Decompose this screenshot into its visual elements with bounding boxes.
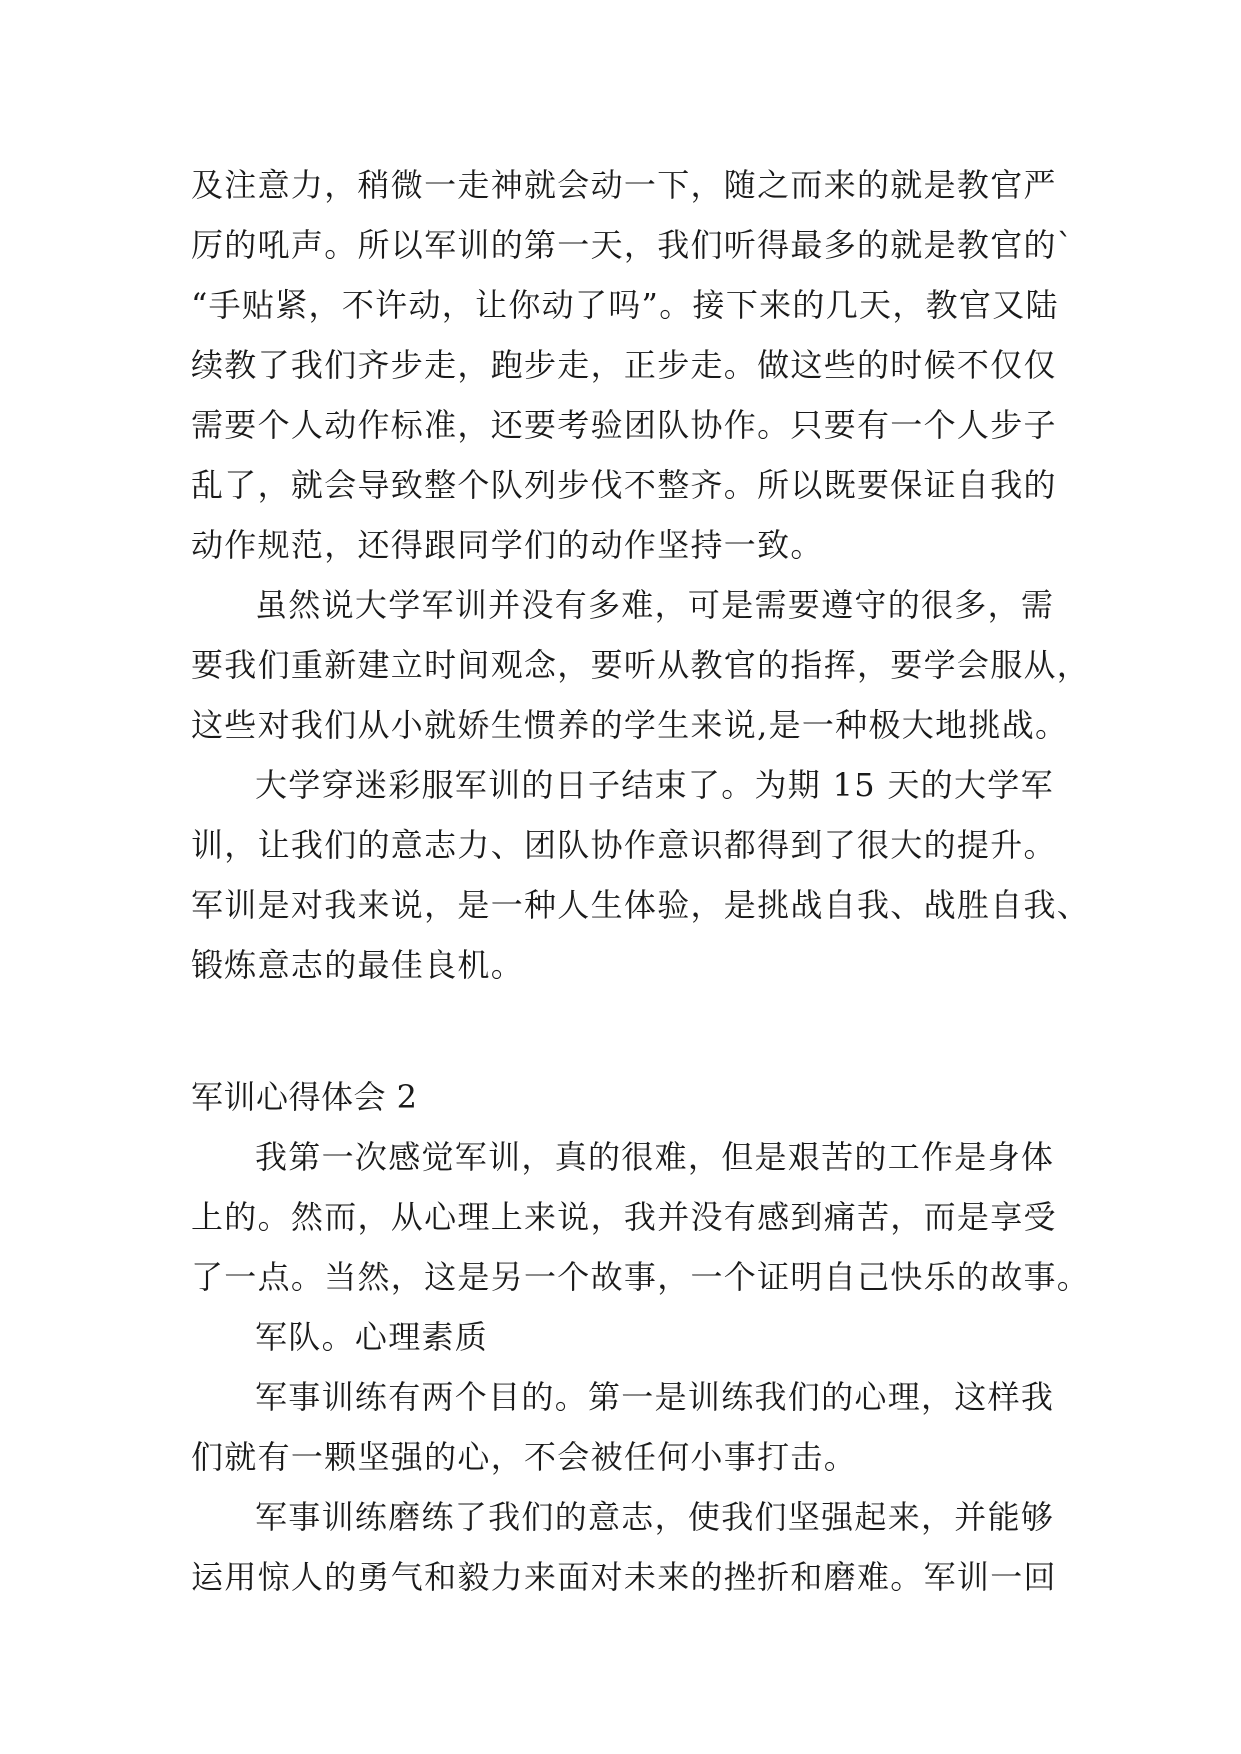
text-line: 厉的吼声。所以军训的第一天，我们听得最多的就是教官的` [191,226,1075,264]
paragraph-2 [191,575,1091,755]
text-line: 要我们重新建立时间观念，要听从教官的指挥，要学会服从， [191,646,1091,684]
text-line: 及注意力，稍微一走神就会动一下，随之而来的就是教官严 [191,166,1057,204]
text-line: 这些对我们从小就娇生惯养的学生来说,是一种极大地挑战。 [191,706,1069,744]
text-line: 上的。然而，从心理上来说，我并没有感到痛苦，而是享受 [191,1198,1057,1236]
paragraph-3 [191,755,1091,995]
text-line: 了一点。当然，这是另一个故事，一个证明自己快乐的故事。 [191,1258,1091,1296]
paragraph-continued [191,155,1075,575]
text-line: 我第一次感觉军训，真的很难，但是艰苦的工作是身体 [255,1138,1055,1176]
text-line: 军事训练有两个目的。第一是训练我们的心理，这样我 [255,1378,1055,1416]
section-title: 军训心得体会 2 [191,1078,418,1116]
text-line: 锻炼意志的最佳良机。 [191,946,525,984]
subheading: 军队。心理素质 [255,1318,489,1356]
text-line: 训，让我们的意志力、团队协作意识都得到了很大的提升。 [191,826,1057,864]
text-line: 虽然说大学军训并没有多难，可是需要遵守的很多，需 [255,586,1055,624]
text-line: “手贴紧，不许动，让你动了吗”。接下来的几天，教官又陆 [191,286,1059,324]
text-line: 续教了我们齐步走，跑步走，正步走。做这些的时候不仅仅 [191,346,1057,384]
document-body [191,155,1091,1607]
paragraph-6 [191,1487,1061,1607]
text-line: 乱了，就会导致整个队列步伐不整齐。所以既要保证自我的 [191,466,1057,504]
text-line: 需要个人动作标准，还要考验团队协作。只要有一个人步子 [191,406,1057,444]
text-line: 动作规范，还得跟同学们的动作坚持一致。 [191,526,824,564]
paragraph-5 [191,1367,1061,1487]
text-line: 们就有一颗坚强的心，不会被任何小事打击。 [191,1438,858,1476]
spacer [191,1055,1061,1067]
text-line: 大学穿迷彩服军训的日子结束了。为期 15 天的大学军 [255,766,1054,804]
text-line: 军训是对我来说，是一种人生体验，是挑战自我、战胜自我、 [191,886,1091,924]
text-line: 运用惊人的勇气和毅力来面对未来的挫折和磨难。军训一回 [191,1558,1057,1596]
paragraph-4 [191,1127,1091,1307]
blank-line [191,995,1061,1055]
text-line: 军事训练磨练了我们的意志，使我们坚强起来，并能够 [255,1498,1055,1536]
